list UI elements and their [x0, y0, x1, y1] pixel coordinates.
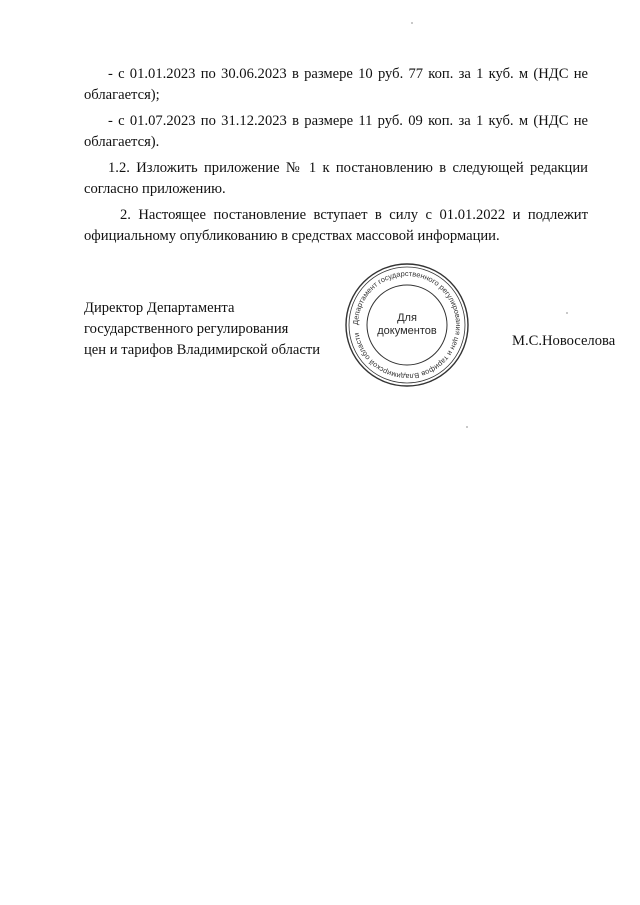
signatory-title-line: государственного регулирования: [84, 321, 289, 337]
signatory-name: М.С.Новоселова: [512, 333, 616, 349]
stamp-center-line: Для: [397, 312, 417, 324]
clause-1-2-paragraph: 1.2. Изложить приложение № 1 к постановлению в следующей редакции согласно приложению.: [84, 160, 588, 197]
document-body: [84, 64, 588, 252]
signatory-title-line: цен и тарифов Владимирской области: [84, 342, 321, 358]
tariff-period-2-paragraph: - с 01.07.2023 по 31.12.2023 в размере 11 руб. 09 коп. за 1 куб. м (НДС не облагается).: [84, 113, 588, 150]
stamp-center-text: [342, 260, 472, 390]
tariff-period-1-paragraph: - с 01.01.2023 по 30.06.2023 в размере 10 руб. 77 коп. за 1 куб. м (НДС не облагается);: [84, 66, 588, 103]
signatory-title-line: Директор Департамента: [84, 300, 235, 316]
stamp-ring-text: Департамент государственного регулирования цен и тарифов Владимирской области: [350, 268, 464, 382]
scan-speck: [566, 312, 568, 314]
stamp-center-line: документов: [377, 325, 437, 337]
signatory-title: [84, 298, 320, 361]
scan-speck: [466, 426, 468, 428]
scan-speck: [411, 22, 413, 24]
clause-2-paragraph: 2. Настоящее постановление вступает в силу с 01.01.2022 и подлежит официальному опубликованию в средствах массовой информации.: [84, 207, 588, 244]
official-stamp: [342, 260, 472, 390]
